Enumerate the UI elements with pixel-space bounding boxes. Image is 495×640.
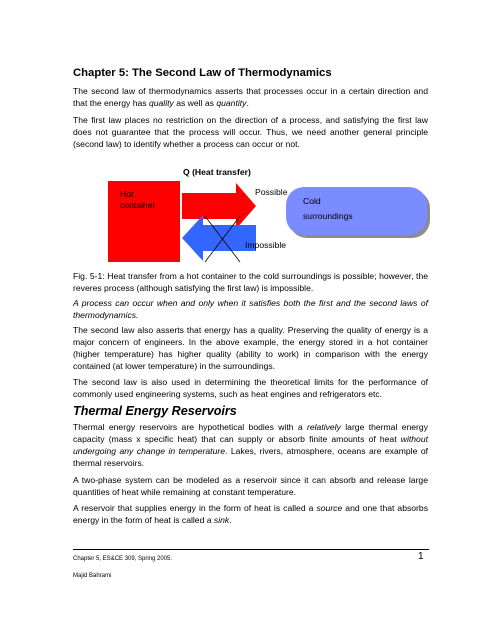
possible-arrow [182, 183, 256, 229]
possible-label: Possible [255, 187, 288, 197]
section-title: Thermal Energy Reservoirs [73, 404, 237, 418]
footer-author: Majid Bahrami [73, 573, 112, 579]
surroundings-label: surroundings [303, 211, 353, 221]
para1-text-1: The second law of thermodynamics asserts that processes occur in a certain direction and that the energy has [73, 86, 428, 108]
impossible-arrow [182, 215, 256, 261]
para1-italic-quantity: quantity [216, 98, 247, 108]
para7-italic-sink: sink [213, 515, 230, 525]
paragraph-source-sink [73, 502, 428, 526]
key-statement: A process can occur when and only when it satisfies both the first and the second laws of thermodynamics. [73, 298, 428, 320]
para5-italic-no-change: without undergoing any change in temperature [73, 434, 428, 456]
paragraph-first-law: The first law places no restriction on the direction of a process, and satisfying the first law does not guarantee that the process will occur. Thus, we need another general principle (second law) to identify whether a process can occur or not. [73, 115, 428, 149]
chapter-title: Chapter 5: The Second Law of Thermodynamics [73, 67, 332, 79]
para5-text-2: large thermal energy capacity (mass x specific heat) that can supply or absorb finite amounts of heat [73, 422, 428, 444]
page-number: 1 [418, 551, 424, 562]
hot-container-label: Hot container [120, 189, 156, 210]
footer-course: Chapter 5, ES&CE 309, Spring 2005. [73, 556, 173, 562]
para1-italic-quality: quality [148, 98, 174, 108]
figure-heat-transfer [0, 0, 495, 270]
figure-arrows-svg [0, 0, 495, 270]
impossible-label: Impossible [245, 240, 287, 250]
footer-rule [73, 549, 429, 550]
paragraph-reservoirs [73, 421, 428, 469]
para5-italic-relatively: relatively [306, 422, 341, 432]
para5-text-1: Thermal energy reservoirs are hypothetical bodies with a [73, 422, 307, 432]
para1-text-3: . [246, 98, 249, 108]
para5-text-3: . Lakes, rivers, atmosphere, oceans are example of thermal reservoirs. [73, 446, 428, 468]
para7-text-2: and one that absorbs energy in the form of heat is called a [73, 503, 428, 525]
para1-text-2: as well as [173, 98, 217, 108]
paragraph-energy-quality: The second law also asserts that energy has a quality. Preserving the quality of energy is a major concern of engineers. In the above example, the energy stored in a hot container (higher temperature) has higher quality (ability to work) in comparison with the energy contained (at lower temperature) in the surroundings. [73, 325, 428, 371]
paragraph-two-phase: A two-phase system can be modeled as a reservoir since it can absorb and release large quantities of heat while remaining at constant temperature. [73, 475, 428, 497]
heat-transfer-label: Q (Heat transfer) [183, 167, 251, 177]
figure-caption: Fig. 5-1: Heat transfer from a hot container to the cold surroundings is possible; however, the reveres process (although satisfying the first law) is impossible. [73, 271, 428, 293]
para7-text-1: A reservoir that supplies energy in the form of heat is called a [73, 503, 317, 513]
cold-label: Cold [303, 196, 321, 206]
paragraph-theoretical-limits: The second law is also used in determining the theoretical limits for the performance of commonly used engineering systems, such as heat engines and refrigerators etc. [73, 377, 428, 399]
para7-italic-source: source [316, 503, 343, 513]
para7-text-3: . [229, 515, 232, 525]
